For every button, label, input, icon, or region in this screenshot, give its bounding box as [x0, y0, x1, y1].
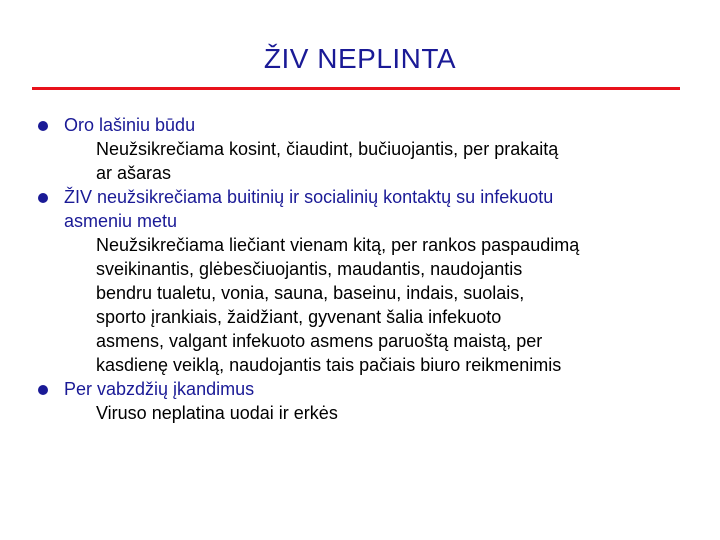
title-divider — [32, 87, 680, 90]
bullet-item-3 — [0, 377, 720, 401]
sub-text-line: sveikinantis, glėbesčiuojantis, maudantis, naudojantis — [96, 259, 523, 279]
bullet-dot-icon — [38, 121, 48, 131]
sub-text-line: bendru tualetu, vonia, sauna, baseinu, indais, suolais, — [96, 283, 525, 303]
sub-text-line: Viruso neplatina uodai ir erkės — [96, 403, 338, 423]
bullet-text: ŽIV neužsikrečiama buitinių ir socialinių kontaktų su infekuotu — [64, 187, 554, 207]
bullet-list — [0, 113, 720, 425]
bullet-item-2 — [0, 185, 720, 209]
sub-text-line: kasdienę veiklą, naudojantis tais pačiais biuro reikmenimis — [96, 355, 562, 375]
sub-text-line: Neužsikrečiama liečiant vienam kitą, per rankos paspaudimą — [96, 235, 580, 255]
bullet-text: Per vabzdžių įkandimus — [64, 379, 255, 399]
slide-title: ŽIV NEPLINTA — [263, 43, 457, 74]
sub-text-line: sporto įrankiais, žaidžiant, gyvenant šalia infekuoto — [96, 307, 502, 327]
bullet-dot-icon — [38, 385, 48, 395]
sub-text-line: ar ašaras — [96, 163, 172, 183]
sub-text-line: Neužsikrečiama kosint, čiaudint, bučiuojantis, per prakaitą — [96, 139, 559, 159]
bullet-text-continued: asmeniu metu — [64, 211, 178, 231]
bullet-dot-icon — [38, 193, 48, 203]
sub-text-line: asmens, valgant infekuoto asmens paruoštą maistą, per — [96, 331, 543, 351]
bullet-item-1 — [0, 113, 720, 137]
bullet-text: Oro lašiniu būdu — [64, 115, 196, 135]
